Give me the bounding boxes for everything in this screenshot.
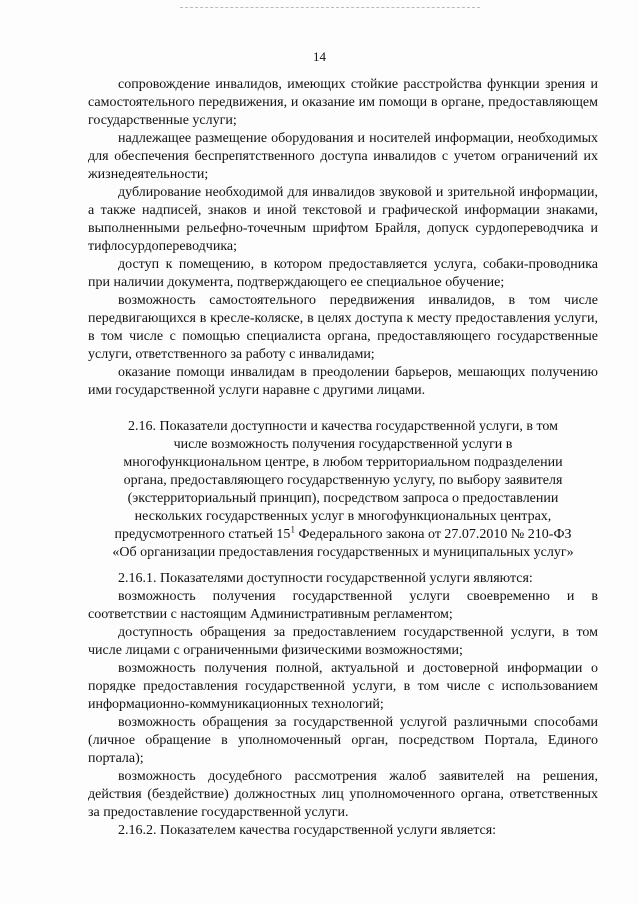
heading-line: органа, предоставляющего государственную услугу, по выбору заявителя [123,473,563,488]
paragraph: возможность самостоятельного передвижения инвалидов, в том числе передвигающихся в кресле-коляске, в целях доступа к месту предоставления услуги, в том числе с помощью специалиста органа, предоставляющего государственные услуги, ответственного за работу с инвалидами; [88,293,598,362]
accessibility-measures-list [88,76,598,400]
paragraph: дублирование необходимой для инвалидов звуковой и зрительной информации, а также надписей, знаков и иной текстовой и графической информации знаками, выполненными рельефно-точечным шрифтом Брайля, допуск сурдопереводчика и тифлосурдопереводчика; [88,185,598,254]
paragraph: доступность обращения за предоставлением государственной услуги, в том числе лицами с ограниченными физическими возможностями; [88,625,598,658]
heading-text: предусмотренного статьей 15 [114,527,291,542]
heading-line: 2.16. Показатели доступности и качества государственной услуги, в том [127,419,559,434]
heading-line [88,526,598,544]
heading-line: (экстерриториальный принцип), посредством запроса о предоставлении [127,491,559,506]
heading-line: «Об организации предоставления государственных и муниципальных услуг» [112,545,574,560]
paragraph: возможность обращения за государственной услугой различными способами (личное обращение в уполномоченный орган, посредством Портала, Единого портала); [88,715,598,766]
heading-line: числе возможность получения государственной услуги в [173,437,513,452]
paragraph: возможность получения полной, актуальной и достоверной информации о порядке предоставления государственной услуги, в том числе с использованием информационно-коммуникационных технологий; [88,661,598,712]
paragraph: 2.16.2. Показателем качества государственной услуги является: [118,823,497,838]
heading-line: многофункциональном центре, в любом территориальном подразделении [123,455,563,470]
paragraph: оказание помощи инвалидам в преодолении барьеров, мешающих получению ими государственной услуги наравне с другими лицами. [88,365,598,398]
page-number: 14 [313,49,326,64]
heading-text: Федерального закона от 27.07.2010 № 210-ФЗ [294,527,572,542]
paragraph: 2.16.1. Показателями доступности государственной услуги являются: [118,571,533,586]
paragraph: доступ к помещению, в котором предоставляется услуга, собаки-проводника при наличии документа, подтверждающего ее специальное обучение; [88,257,598,290]
paragraph: возможность получения государственной услуги своевременно и в соответствии с настоящим Административным регламентом; [88,589,598,622]
scan-artifact-line [180,7,480,9]
superscript: 1 [290,524,295,535]
section-heading-2-16 [88,418,598,562]
heading-line: нескольких государственных услуг в многофункциональных центрах, [134,509,552,524]
availability-indicators-list [88,570,598,840]
paragraph: надлежащее размещение оборудования и носителей информации, необходимых для обеспечения беспрепятственного доступа инвалидов с учетом ограничений их жизнедеятельности; [88,131,598,182]
paragraph: возможность досудебного рассмотрения жалоб заявителей на решения, действия (бездействие) должностных лиц уполномоченного органа, ответственных за предоставление государственной услуги. [88,769,598,820]
paragraph: сопровождение инвалидов, имеющих стойкие расстройства функции зрения и самостоятельного передвижения, и оказание им помощи в органе, предоставляющем государственные услуги; [88,77,598,128]
